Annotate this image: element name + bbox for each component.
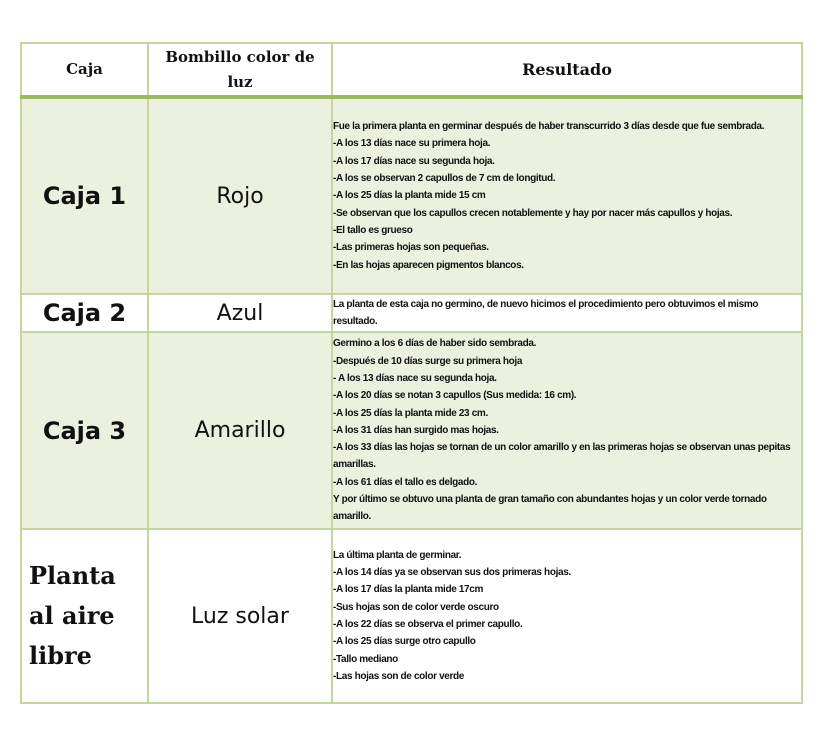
box-label-line: al aire — [29, 601, 115, 630]
box-label-line: libre — [29, 641, 92, 670]
result-line: La última planta de germinar. — [333, 549, 462, 561]
result-text — [332, 97, 802, 294]
table-row-caja-2 — [21, 294, 802, 332]
bulb-color: Luz solar — [148, 529, 332, 703]
result-line: Germino a los 6 días de haber sido sembrada. — [333, 338, 537, 350]
bulb-color: Azul — [148, 294, 332, 332]
results-table — [20, 42, 803, 704]
result-text — [332, 332, 802, 529]
result-line: -A los 14 días ya se observan sus dos primeras hojas. — [333, 567, 571, 579]
box-label: Caja 3 — [21, 332, 148, 529]
table-row-planta-aire-libre — [21, 529, 802, 703]
box-label — [21, 529, 148, 703]
table-header-row — [21, 43, 802, 97]
result-line: -El tallo es grueso — [333, 224, 413, 236]
table-row-caja-3 — [21, 332, 802, 529]
result-line: -A los 25 días la planta mide 15 cm — [333, 190, 486, 202]
result-line: Fue la primera planta en germinar después de haber transcurrido 3 días desde que fue sembrada. — [333, 121, 765, 133]
result-line: -En las hojas aparecen pigmentos blancos. — [333, 259, 524, 271]
result-line: -Se observan que los capullos crecen notablemente y hay por nacer más capullos y hojas. — [333, 207, 733, 219]
result-text — [332, 294, 802, 332]
result-line: -Sus hojas son de color verde oscuro — [333, 601, 499, 613]
result-line: -A los 31 días han surgido mas hojas. — [333, 424, 499, 436]
bulb-color: Rojo — [148, 97, 332, 294]
header-bombillo: Bombillo color de luz — [148, 43, 332, 97]
result-line: -A los se observan 2 capullos de 7 cm de longitud. — [333, 173, 556, 185]
result-line: -A los 33 días las hojas se tornan de un color amarillo y en las primeras hojas se observan unas pepitas amarillas. — [333, 442, 791, 471]
header-caja: Caja — [21, 43, 148, 97]
box-label: Caja 2 — [21, 294, 148, 332]
result-line: La planta de esta caja no germino, de nuevo hicimos el procedimiento pero obtuvimos el mismo resultado. — [333, 298, 759, 327]
result-line: -Las hojas son de color verde — [333, 670, 465, 682]
table-row-caja-1 — [21, 97, 802, 294]
result-line: -A los 61 días el tallo es delgado. — [333, 476, 478, 488]
box-label: Caja 1 — [21, 97, 148, 294]
result-line: -A los 17 días nace su segunda hoja. — [333, 155, 495, 167]
result-line: -A los 25 días la planta mide 23 cm. — [333, 407, 488, 419]
header-resultado: Resultado — [332, 43, 802, 97]
result-line: -Tallo mediano — [333, 653, 398, 665]
bulb-color: Amarillo — [148, 332, 332, 529]
result-line: -A los 25 días surge otro capullo — [333, 636, 476, 648]
result-text — [332, 529, 802, 703]
result-line: -Las primeras hojas son pequeñas. — [333, 242, 489, 254]
result-line: -A los 20 días se notan 3 capullos (Sus medida: 16 cm). — [333, 390, 577, 402]
result-line: -A los 13 días nace su primera hoja. — [333, 138, 491, 150]
result-line: -A los 22 días se observa el primer capullo. — [333, 619, 523, 630]
result-line: - A los 13 días nace su segunda hoja. — [333, 372, 497, 384]
result-line: -A los 17 días la planta mide 17cm — [333, 584, 484, 596]
box-label-line: Planta — [29, 561, 116, 590]
result-line: Y por último se obtuvo una planta de gran tamaño con abundantes hojas y un color verde tornado amarillo. — [333, 494, 767, 523]
result-line: -Después de 10 días surge su primera hoja — [333, 355, 523, 367]
